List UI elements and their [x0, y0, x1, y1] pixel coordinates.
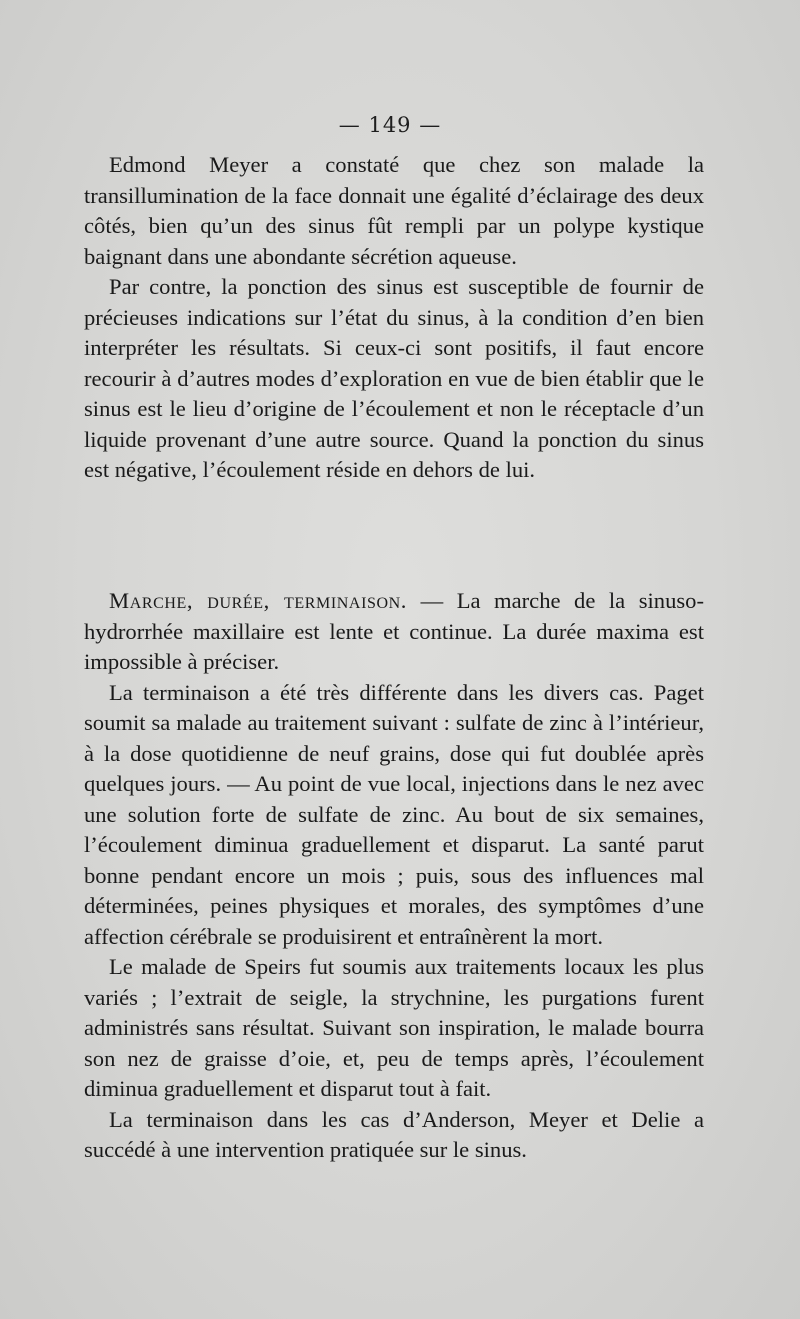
- paragraph: Par contre, la ponction des sinus est susceptible de fournir de précieuses indications sur l’état du sinus, à la condition d’en bien interpréter les résultats. Si ceux-ci sont positifs, il faut encore recourir à d’autres modes d’exploration en vue de bien établir que le sinus est le lieu d’origine de l’écoulement et non le réceptacle d’un liquide provenant d’une autre source. Quand la ponction du sinus est négative, l’écoulement réside en dehors de lui.: [84, 274, 704, 482]
- page-number: — 149 —: [338, 113, 442, 137]
- section-heading: Marche, durée, terminaison.: [109, 588, 408, 613]
- paragraph: La terminaison a été très différente dans les divers cas. Paget soumit sa malade au traitement suivant : sulfate de zinc à l’intérieur, à la dose quotidienne de neuf grains, dose qui fut doublée après quelques jours. — Au point de vue local, injections dans le nez avec une solution forte de sulfate de zinc. Au bout de six semaines, l’écoulement diminua graduellement et disparut. La santé parut bonne pendant encore un mois ; puis, sous des influences mal déterminées, peines physiques et morales, des symptômes d’une affection cérébrale se produisirent et entraînèrent la mort.: [84, 679, 704, 949]
- section-text: — La marche de la sinuso-hydrorrhée maxillaire est lente et continue. La durée maxima est impossible à préciser.: [84, 588, 705, 674]
- section-paragraph: [84, 586, 704, 678]
- paragraph: Edmond Meyer a constaté que chez son malade la transillumination de la face donnait une égalité d’éclairage des deux côtés, bien qu’un des sinus fût rempli par un polype kystique baignant dans une abondante sécrétion aqueuse.: [84, 152, 704, 269]
- text-block-upper: [84, 150, 704, 486]
- paragraph: La terminaison dans les cas d’Anderson, Meyer et Delie a succédé à une intervention pratiquée sur le sinus.: [84, 1106, 704, 1162]
- paragraph: Le malade de Speirs fut soumis aux traitements locaux les plus variés ; l’extrait de seigle, la strychnine, les purgations furent administrés sans résultat. Suivant son inspiration, le malade bourra son nez de graisse d’oie, et, peu de temps après, l’écoulement diminua graduellement et disparut tout à fait.: [84, 954, 704, 1101]
- text-block-lower: [84, 586, 704, 1166]
